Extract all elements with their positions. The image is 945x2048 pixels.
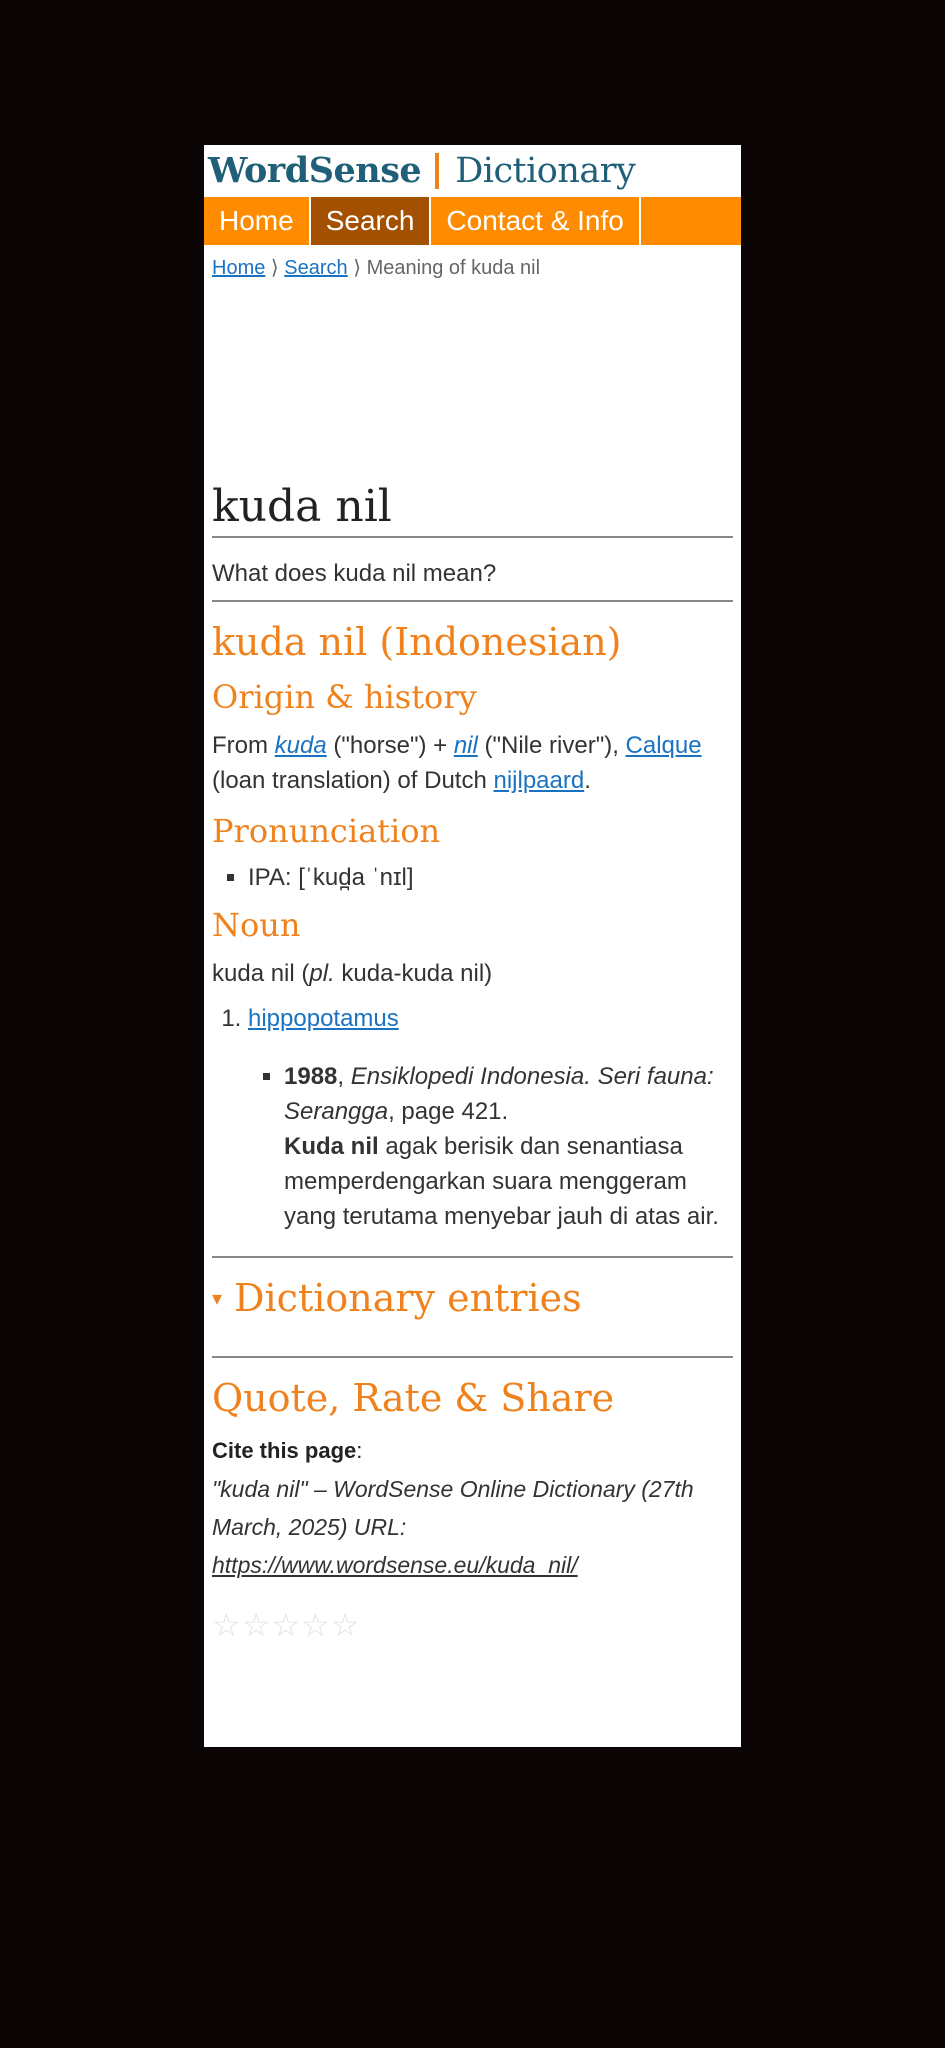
breadcrumb (212, 255, 733, 280)
quote-text: agak berisik dan senantiasa memperdengarkan suara menggeram yang terutama menyebar jauh di atas air. (284, 1133, 719, 1230)
breadcrumb-home-link[interactable]: Home (212, 257, 266, 279)
nav-contact-info[interactable]: Contact & Info (431, 197, 640, 245)
noun-heading: Noun (212, 906, 301, 944)
language-heading: kuda nil (Indonesian) (212, 620, 622, 664)
triangle-down-icon: ▾ (212, 1286, 223, 1310)
divider (212, 1256, 733, 1258)
main-nav (204, 196, 741, 246)
share-heading: Quote, Rate & Share (212, 1376, 615, 1420)
nav-home[interactable]: Home (204, 197, 311, 245)
logo-dictionary: Dictionary (455, 150, 636, 191)
breadcrumb-search-link[interactable]: Search (284, 257, 348, 279)
meaning-question: What does kuda nil mean? (212, 538, 733, 602)
pronunciation-heading: Pronunciation (212, 812, 441, 850)
link-nijlpaard[interactable]: nijlpaard (493, 767, 585, 794)
plural-abbr: pl. (309, 960, 335, 987)
origin-period: . (584, 767, 591, 794)
noun-plural: kuda-kuda nil) (341, 960, 493, 987)
quotation-list (248, 1059, 733, 1234)
loan-translation: (loan translation) of Dutch (212, 767, 487, 794)
cite-label-text: Cite this page (212, 1438, 357, 1463)
breadcrumb-separator: ⟩ (353, 257, 362, 279)
page (204, 145, 741, 1747)
link-kuda[interactable]: kuda (274, 732, 327, 759)
sense-list (212, 1005, 733, 1234)
citation-text: "kuda nil" – WordSense Online Dictionary (27th March, 2025) URL: (212, 1476, 694, 1540)
citation-url[interactable]: https://www.wordsense.eu/kuda_nil/ (212, 1552, 578, 1578)
origin-heading: Origin & history (212, 678, 477, 716)
pronunciation-list (212, 864, 733, 892)
divider (212, 1356, 733, 1358)
entry-content (204, 480, 741, 1644)
quote-source: Ensiklopedi Indonesia. Seri fauna: Serangga (284, 1063, 714, 1125)
nav-search[interactable]: Search (311, 197, 432, 245)
dictionary-entries-toggle[interactable] (212, 1276, 733, 1320)
ipa-item: ▪ IPA: [ˈkud̪a ˈnɪl] (248, 864, 733, 892)
ad-placeholder (204, 280, 741, 480)
quote-page: , page 421. (388, 1098, 509, 1125)
cite-colon: : (356, 1438, 363, 1463)
sense-item (248, 1005, 733, 1234)
link-calque[interactable]: Calque (625, 732, 702, 759)
quotation-item: ▪ 1988, Ensiklopedi Indonesia. Seri fauna: Serangga, page 421. Kuda nil agak berisik dan senantiasa memperdengarkan suara menggeram yang terutama menyebar jauh di atas air. (284, 1059, 733, 1234)
rating-stars-icon[interactable]: ☆☆☆☆☆ (212, 1607, 361, 1643)
breadcrumb-separator: ⟩ (270, 257, 279, 279)
noun-headword: kuda nil ( (212, 960, 310, 987)
nav-spacer (641, 197, 719, 245)
link-hippopotamus[interactable]: hippopotamus (248, 1005, 399, 1032)
citation (212, 1470, 733, 1584)
kuda-gloss: ("horse") + (333, 732, 448, 759)
origin-from: From (212, 732, 268, 759)
noun-headword-line (212, 956, 733, 991)
nil-gloss: ("Nile river"), (484, 732, 619, 759)
page-title: kuda nil (212, 480, 733, 538)
quote-bold: Kuda nil (284, 1133, 379, 1160)
breadcrumb-current: Meaning of kuda nil (366, 257, 541, 279)
dictionary-entries-heading: Dictionary entries (234, 1276, 582, 1320)
origin-text (212, 728, 733, 798)
cite-label (212, 1438, 733, 1464)
quote-year: 1988 (284, 1063, 338, 1090)
link-nil[interactable]: nil (453, 732, 478, 759)
logo-wordsense: WordSense (208, 150, 422, 191)
site-logo[interactable] (204, 145, 741, 196)
logo-divider (435, 153, 439, 189)
